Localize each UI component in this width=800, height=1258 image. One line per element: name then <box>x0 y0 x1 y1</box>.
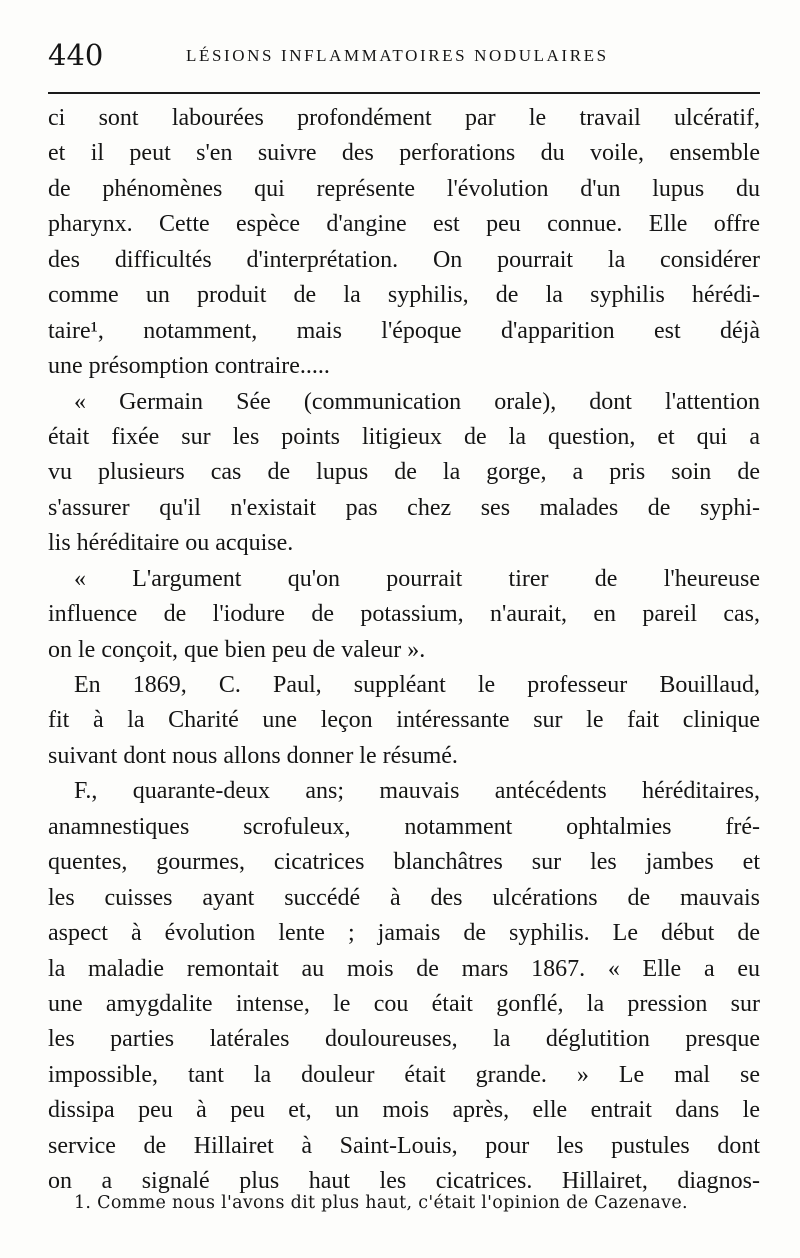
text-line: aspect à évolution lente ; jamais de syphilis. Le début de <box>48 920 760 947</box>
text-line: la maladie remontait au mois de mars 1867. « Elle a eu <box>48 955 760 982</box>
text-line: on le conçoit, que bien peu de valeur ». <box>48 636 426 663</box>
text-line: lis héréditaire ou acquise. <box>48 530 294 557</box>
text-line: service de Hillairet à Saint-Louis, pour les pustules dont <box>48 1132 760 1159</box>
text-line: impossible, tant la douleur était grande. » Le mal se <box>48 1061 760 1088</box>
text-line: ci sont labourées profondément par le travail ulcératif, <box>48 105 760 131</box>
text-line: une présomption contraire..... <box>48 353 330 380</box>
text-line: les cuisses ayant succédé à des ulcérations de mauvais <box>48 884 760 911</box>
header-rule <box>48 92 760 94</box>
text-line: taire¹, notamment, mais l'époque d'apparition est déjà <box>48 317 760 344</box>
body-text <box>48 101 760 1200</box>
text-line: « Germain Sée (communication orale), dont l'attention <box>74 388 760 415</box>
running-title: LÉSIONS INFLAMMATOIRES NODULAIRES <box>186 46 609 65</box>
text-line: de phénomènes qui représente l'évolution d'un lupus du <box>48 175 760 202</box>
text-line: et il peut s'en suivre des perforations du voile, ensemble <box>48 140 760 167</box>
text-line: vu plusieurs cas de lupus de la gorge, a pris soin de <box>48 459 760 486</box>
text-line: fit à la Charité une leçon intéressante sur le fait clinique <box>48 707 760 734</box>
text-line: anamnestiques scrofuleux, notamment ophtalmies fré- <box>48 813 760 840</box>
text-line: « L'argument qu'on pourrait tirer de l'heureuse <box>74 565 760 592</box>
text-line: des difficultés d'interprétation. On pourrait la considérer <box>48 246 760 273</box>
text-line: était fixée sur les points litigieux de la question, et qui a <box>48 423 760 450</box>
text-line: une amygdalite intense, le cou était gonflé, la pression sur <box>48 990 760 1017</box>
text-line: s'assurer qu'il n'existait pas chez ses malades de syphi- <box>48 494 760 521</box>
text-line: suivant dont nous allons donner le résumé. <box>48 742 458 769</box>
text-line: quentes, gourmes, cicatrices blanchâtres sur les jambes et <box>48 849 760 876</box>
text-line: dissipa peu à peu et, un mois après, elle entrait dans le <box>48 1097 760 1124</box>
running-header <box>48 38 760 74</box>
text-line: les parties latérales douloureuses, la déglutition presque <box>48 1026 760 1053</box>
text-line: on a signalé plus haut les cicatrices. Hillairet, diagnos- <box>48 1168 760 1195</box>
text-line: comme un produit de la syphilis, de la syphilis hérédi- <box>48 282 760 309</box>
text-line: pharynx. Cette espèce d'angine est peu connue. Elle offre <box>48 211 760 238</box>
footnote: 1. Comme nous l'avons dit plus haut, c'était l'opinion de Cazenave. <box>74 1193 688 1213</box>
page-number: 440 <box>48 38 104 72</box>
text-line: F., quarante-deux ans; mauvais antécédents héréditaires, <box>74 778 760 805</box>
text-line: influence de l'iodure de potassium, n'aurait, en pareil cas, <box>48 601 760 628</box>
text-line: En 1869, C. Paul, suppléant le professeur Bouillaud, <box>74 672 760 698</box>
